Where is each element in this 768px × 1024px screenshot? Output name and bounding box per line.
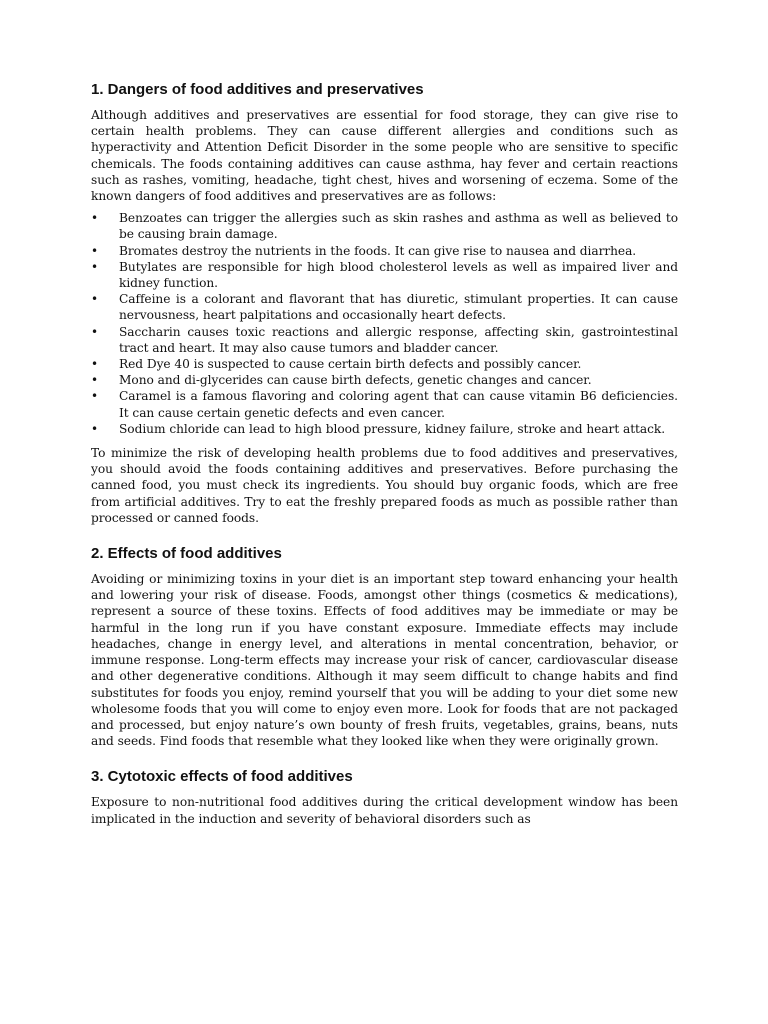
body-paragraph: Exposure to non-nutritional food additives during the critical development window has been implicated in the induction and severity of behavioral disorders such as bbox=[91, 795, 678, 826]
bullet-icon: • bbox=[91, 324, 99, 339]
bullet-icon: • bbox=[91, 211, 99, 226]
list-item bbox=[91, 356, 678, 372]
closing-paragraph: To minimize the risk of developing health problems due to food additives and preservatives, you should avoid the foods containing additives and preservatives. Before purchasing the canned food, you must check its ingredients. You should buy organic foods, which are free from artificial additives. Try to eat the freshly prepared foods as much as possible rather than processed or canned foods. bbox=[91, 446, 678, 525]
list-item-text: Butylates are responsible for high blood cholesterol levels as well as impaired liver and kidney function. bbox=[119, 259, 678, 291]
bullet-icon: • bbox=[91, 243, 99, 258]
document-page bbox=[91, 80, 678, 845]
list-item-text: Bromates destroy the nutrients in the foods. It can give rise to nausea and diarrhea. bbox=[119, 243, 637, 258]
list-item bbox=[91, 372, 678, 388]
intro-paragraph: Although additives and preservatives are essential for food storage, they can give rise to certain health problems. They can cause different allergies and conditions such as hyperactivity and Attention Deficit Disorder in the some people who are sensitive to specific chemicals. The foods containing additives can cause asthma, hay fever and certain reactions such as rashes, vomiting, headache, tight chest, hives and worsening of eczema. Some of the known dangers of food additives and preservatives are as follows: bbox=[91, 108, 678, 204]
list-item bbox=[91, 324, 678, 356]
list-item bbox=[91, 210, 678, 242]
bullet-icon: • bbox=[91, 292, 99, 307]
list-item-text: Caramel is a famous flavoring and coloring agent that can cause vitamin B6 deficiencies. It can cause certain genetic defects and even cancer. bbox=[119, 389, 678, 420]
list-item-text: Mono and di-glycerides can cause birth defects, genetic changes and cancer. bbox=[119, 373, 592, 388]
dangers-list bbox=[91, 210, 678, 437]
list-item-text: Red Dye 40 is suspected to cause certain birth defects and possibly cancer. bbox=[119, 357, 582, 372]
section-heading: 1. Dangers of food additives and preservatives bbox=[91, 81, 424, 98]
list-item-text: Caffeine is a colorant and flavorant that has diuretic, stimulant properties. It can cause nervousness, heart palpitations and occasionally heart defects. bbox=[119, 292, 678, 323]
bullet-icon: • bbox=[91, 357, 99, 372]
section-dangers bbox=[91, 80, 678, 526]
section-effects bbox=[91, 544, 678, 749]
list-item-text: Benzoates can trigger the allergies such as skin rashes and asthma as well as believed to be causing brain damage. bbox=[119, 211, 678, 242]
list-item bbox=[91, 421, 678, 437]
list-item bbox=[91, 388, 678, 420]
bullet-icon: • bbox=[91, 373, 99, 388]
list-item bbox=[91, 291, 678, 323]
list-item bbox=[91, 243, 678, 259]
body-paragraph: Avoiding or minimizing toxins in your diet is an important step toward enhancing your health and lowering your risk of disease. Foods, amongst other things (cosmetics & medications), represent a source of these toxins. Effects of food additives may be immediate or may be harmful in the long run if you have constant exposure. Immediate effects may include headaches, change in energy level, and alterations in mental concentration, behavior, or immune response. Long-term effects may increase your risk of cancer, cardiovascular disease and other degenerative conditions. Although it may seem difficult to change habits and find substitutes for foods you enjoy, remind yourself that you will be adding to your diet some new wholesome foods that you will come to enjoy even more. Look for foods that are not packaged and processed, but enjoy nature’s own bounty of fresh fruits, vegetables, grains, beans, nuts and seeds. Find foods that resemble what they looked like when they were originally grown. bbox=[91, 572, 678, 749]
bullet-icon: • bbox=[91, 259, 99, 274]
list-item bbox=[91, 259, 678, 291]
bullet-icon: • bbox=[91, 389, 99, 404]
section-cytotoxic bbox=[91, 767, 678, 826]
bullet-icon: • bbox=[91, 421, 99, 436]
section-heading: 2. Effects of food additives bbox=[91, 545, 282, 563]
list-item-text: Sodium chloride can lead to high blood pressure, kidney failure, stroke and heart attack. bbox=[119, 421, 666, 436]
section-heading: 3. Cytotoxic effects of food additives bbox=[91, 768, 353, 786]
list-item-text: Saccharin causes toxic reactions and allergic response, affecting skin, gastrointestinal tract and heart. It may also cause tumors and bladder cancer. bbox=[119, 324, 678, 355]
